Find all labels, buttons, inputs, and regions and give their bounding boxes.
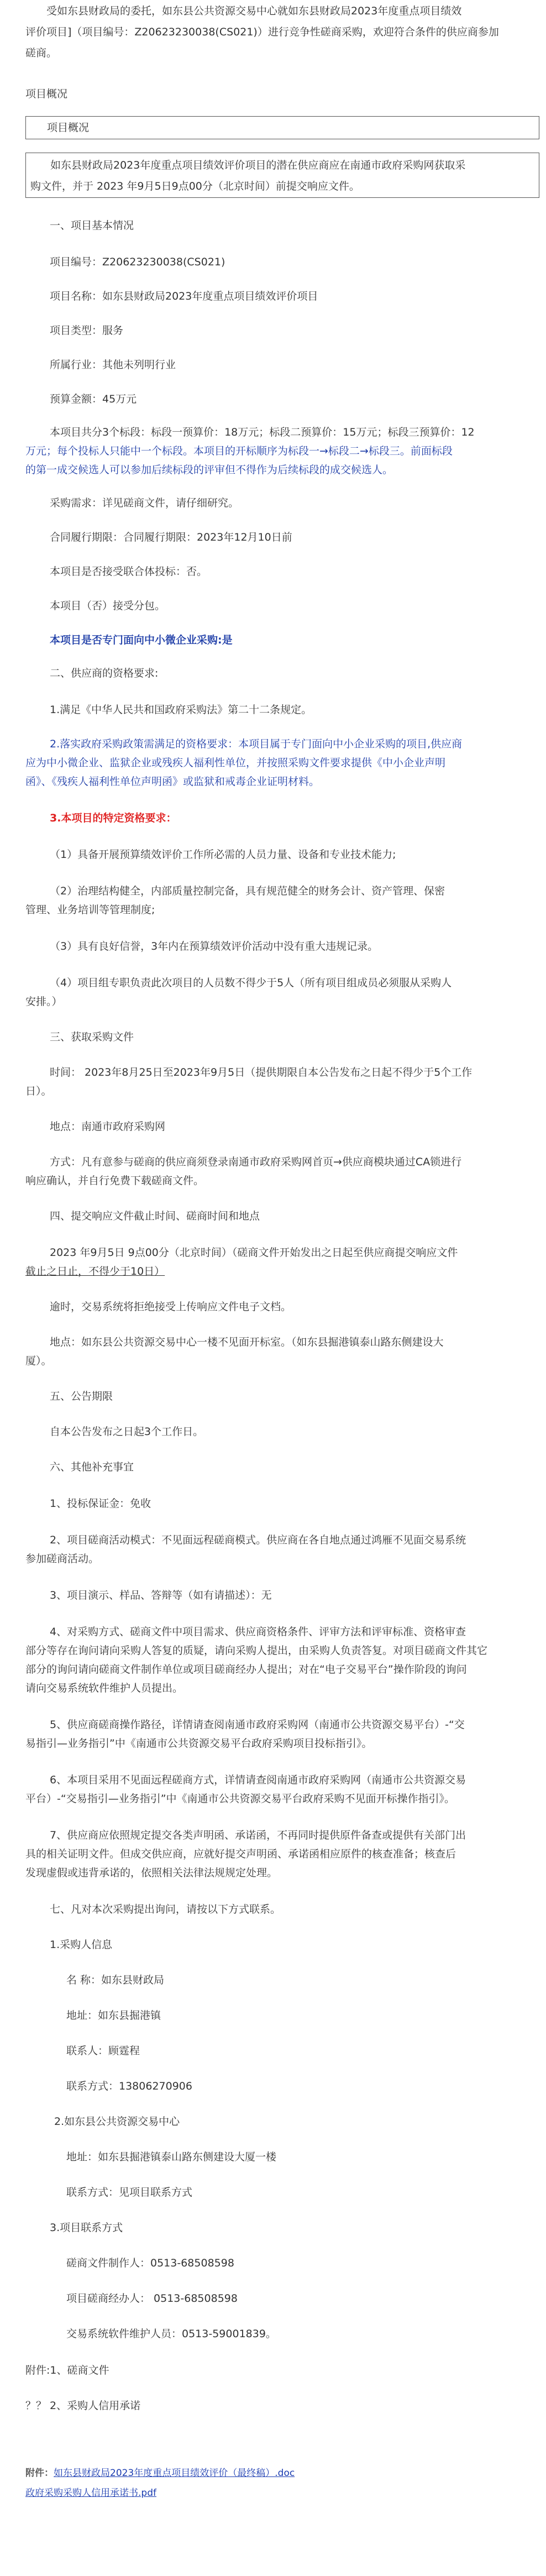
- bid-place-line-a: 地点：如东县公共资源交易中心一楼不见面开标室。（如东县掘港镇泰山路东侧建设大: [50, 1336, 444, 1348]
- agency-address: 地址：如东县掘港镇泰山路东侧建设大厦一楼: [66, 2151, 277, 2163]
- item-6-line-b: 平台）-“交易指引—业务指引”中《南通市公共资源交易平台政府采购不见面开标操作指引》。: [25, 1793, 455, 1805]
- consortium-policy: 本项目是否接受联合体投标：否。: [50, 566, 208, 578]
- requirement-2-text-a: 2.落实政府采购政策需满足的资格要求：本项目属于专门面向中小企业采购的项目,供应商: [50, 738, 463, 750]
- project-industry: 所属行业：其他未列明行业: [50, 359, 176, 371]
- maker-phone: 磋商文件制作人：0513-68508598: [66, 2257, 234, 2269]
- buyer-contact: 联系人：顾霆程: [66, 2045, 140, 2057]
- intro-line-1: 受如东县财政局的委托，如东县公共资源交易中心就如东县财政局2023年度重点项目绩效: [46, 5, 462, 17]
- handler-phone: 项目磋商经办人： 0513-68508598: [66, 2292, 238, 2305]
- section-7-title: 七、凡对本次采购提出询问，请按以下方式联系。: [50, 1903, 281, 1915]
- section-3-title: 三、获取采购文件: [50, 1031, 134, 1043]
- requirement-3-title: 3.本项目的特定资格要求：: [50, 812, 177, 824]
- lots-line-b: 万元；每个投标人只能中一个标段。本项目的开标顺序为标段一→标段二→标段三。前面标段: [25, 445, 453, 457]
- attachment-2: ？？ 2、采购人信用承诺: [25, 2400, 141, 2412]
- item-2-line-a: 2、项目磋商活动模式：不见面远程磋商模式。供应商在各自地点通过鸿雁不见面交易系统: [50, 1534, 466, 1546]
- condition-4-line-b: 安排。）: [25, 996, 62, 1008]
- overview-box-title: 项目概况: [47, 122, 90, 134]
- intro-line-3: 磋商。: [25, 47, 57, 59]
- condition-1: （1）具备开展预算绩效评价工作所必需的人员力量、设备和专业技术能力;: [50, 849, 396, 861]
- overview-content-box: [25, 153, 539, 198]
- subcontract-policy: 本项目（否）接受分包。: [50, 600, 166, 612]
- item-4-line-c: 部分的询问请向磋商文件制作单位或项目磋商经办人提出；对在“电子交易平台”操作阶段的询问: [25, 1663, 467, 1676]
- item-3: 3、项目演示、样品、答辩等（如有请描述）：无: [50, 1589, 272, 1601]
- overview-heading: 项目概况: [25, 88, 68, 100]
- get-time-line-b: 日）。: [25, 1085, 52, 1097]
- item-4-line-b: 部分等存在询问请向采购人答复的质疑，请向采购人提出，由采购人负责答复。对项目磋商文件其它: [25, 1645, 488, 1657]
- lots-line-a: 本项目共分3个标段：标段一预算价：18万元；标段二预算价：15万元；标段三预算价：12: [50, 426, 475, 438]
- project-budget: 预算金额：45万元: [50, 393, 137, 405]
- project-number: 项目编号：Z20623230038(CS021): [50, 256, 225, 268]
- requirement-2-line-c: 函》、《残疾人福利性单位声明函》或监狱和戒毒企业证明材料。: [25, 776, 320, 788]
- requirement-2-line-b: 应为中小微企业、监狱企业或残疾人福利性单位，并按照采购文件要求提供《中小企业声明: [25, 757, 446, 769]
- item-5-line-a: 5、供应商磋商操作路径，详情请查阅南通市政府采购网（南通市公共资源交易平台）-“交: [50, 1719, 465, 1731]
- intro-line-2: 评价项目]（项目编号：Z20623230038(CS021)）进行竞争性磋商采购，欢迎符合条件的供应商参加: [25, 26, 499, 38]
- files-label: 附件：: [25, 2468, 54, 2479]
- get-way-line-a: 方式：凡有意参与磋商的供应商须登录南通市政府采购网首页→供应商模块通过CA锁进行: [50, 1156, 462, 1168]
- overview-box-text-2: 购文件，并于 2023 年9月5日9点00分（北京时间）前提交响应文件。: [30, 180, 360, 192]
- contact-title: 3.项目联系方式: [50, 2222, 123, 2234]
- deadline-line-a: 2023 年9月5日 9点00分（北京时间）（磋商文件开始发出之日起至供应商提交响应文件: [50, 1247, 458, 1259]
- support-phone: 交易系统软件维护人员：0513-59001839。: [66, 2328, 276, 2340]
- file-link-2[interactable]: 政府采购采购人信用承诺书.pdf: [25, 2488, 156, 2499]
- condition-3: （3）具有良好信誉，3年内在预算绩效评价活动中没有重大违规记录。: [50, 940, 379, 952]
- item-6-line-a: 6、本项目采用不见面远程磋商方式，详情请查阅南通市政府采购网（南通市公共资源交易: [50, 1774, 466, 1786]
- contract-period: 合同履行期限：合同履行期限：2023年12月10日前: [50, 531, 292, 543]
- item-1: 1、投标保证金：免收: [50, 1498, 151, 1510]
- bid-place-line-b: 厦）。: [25, 1355, 52, 1367]
- lots-line-c: 的第一成交候选人可以参加后续标段的评审但不得作为后续标段的成交候选人。: [25, 464, 393, 476]
- section-4-title: 四、提交响应文件截止时间、磋商时间和地点: [50, 1210, 260, 1222]
- announcement-period: 自本公告发布之日起3个工作日。: [50, 1426, 204, 1438]
- section-5-title: 五、公告期限: [50, 1390, 113, 1402]
- buyer-address: 地址：如东县掘港镇: [66, 2009, 161, 2022]
- buyer-phone: 联系方式：13806270906: [66, 2080, 192, 2092]
- item-5-line-b: 易指引—业务指引”中《南通市公共资源交易平台政府采购项目投标指引》。: [25, 1737, 372, 1750]
- deadline-line-b: 截止之日止，不得少于10日）: [25, 1265, 165, 1277]
- item-4-line-a: 4、对采购方式、磋商文件中项目需求、供应商资格条件、评审方法和评审标准、资格审查: [50, 1626, 466, 1638]
- section-6-title: 六、其他补充事宜: [50, 1461, 134, 1473]
- overview-title-box: [25, 116, 539, 139]
- condition-4-line-a: （4）项目组专职负责此次项目的人员数不得少于5人（所有项目组成员必须服从采购人: [50, 977, 452, 989]
- procurement-demand: 采购需求：详见磋商文件，请仔细研究。: [50, 497, 239, 509]
- get-place: 地点：南通市政府采购网: [50, 1121, 166, 1133]
- get-time-line-a: 时间： 2023年8月25日至2023年9月5日（提供期限自本公告发布之日起不得少于5个工作: [50, 1066, 473, 1078]
- item-7-line-b: 具的相关证明文件。但成交供应商，应就好提交声明函、承诺函相应原件的核查准备；核查后: [25, 1848, 456, 1860]
- buyer-name: 名 称：如东县财政局: [66, 1974, 165, 1986]
- sme-policy: 本项目是否专门面向中小微企业采购:是: [50, 634, 233, 646]
- agency-phone: 联系方式：见项目联系方式: [66, 2186, 193, 2198]
- requirement-1: 1.满足《中华人民共和国政府采购法》第二十二条规定。: [50, 704, 312, 716]
- file-line-1: [25, 2465, 295, 2481]
- overdue-notice: 逾时，交易系统将拒绝接受上传响应文件电子文档。: [50, 1301, 292, 1313]
- file-link-1[interactable]: 如东县财政局2023年度重点项目绩效评价（最终稿）.doc: [54, 2468, 295, 2479]
- file-line-2: [25, 2485, 156, 2501]
- project-type: 项目类型：服务: [50, 324, 124, 337]
- buyer-title: 1.采购人信息: [50, 1939, 113, 1951]
- item-2-line-b: 参加磋商活动。: [25, 1553, 99, 1565]
- item-7-line-c: 发现虚假或违背承诺的，依照相关法律法规规定处理。: [25, 1867, 278, 1879]
- condition-2-line-b: 管理、业务培训等管理制度;: [25, 904, 155, 916]
- requirement-2-line-a: [50, 734, 462, 754]
- section-2-title: 二、供应商的资格要求:: [50, 667, 159, 679]
- agency-title: 2.如东县公共资源交易中心: [54, 2116, 180, 2128]
- overview-box-text-1: 如东县财政局2023年度重点项目绩效评价项目的潜在供应商应在南通市政府采购网获取采: [50, 159, 466, 171]
- condition-2-line-a: （2）治理结构健全，内部质量控制完备，具有规范健全的财务会计、资产管理、保密: [50, 885, 445, 897]
- project-name: 项目名称：如东县财政局2023年度重点项目绩效评价项目: [50, 290, 318, 302]
- attachments-label: 附件:1、磋商文件: [25, 2364, 109, 2376]
- item-7-line-a: 7、供应商应依照规定提交各类声明函、承诺函，不再同时提供原件备查或提供有关部门出: [50, 1829, 466, 1841]
- get-way-line-b: 响应确认，并自行免费下载磋商文件。: [25, 1175, 204, 1187]
- section-1-title: 一、项目基本情况: [50, 219, 134, 232]
- item-4-line-d: 请向交易系统软件维护人员提出。: [25, 1682, 183, 1694]
